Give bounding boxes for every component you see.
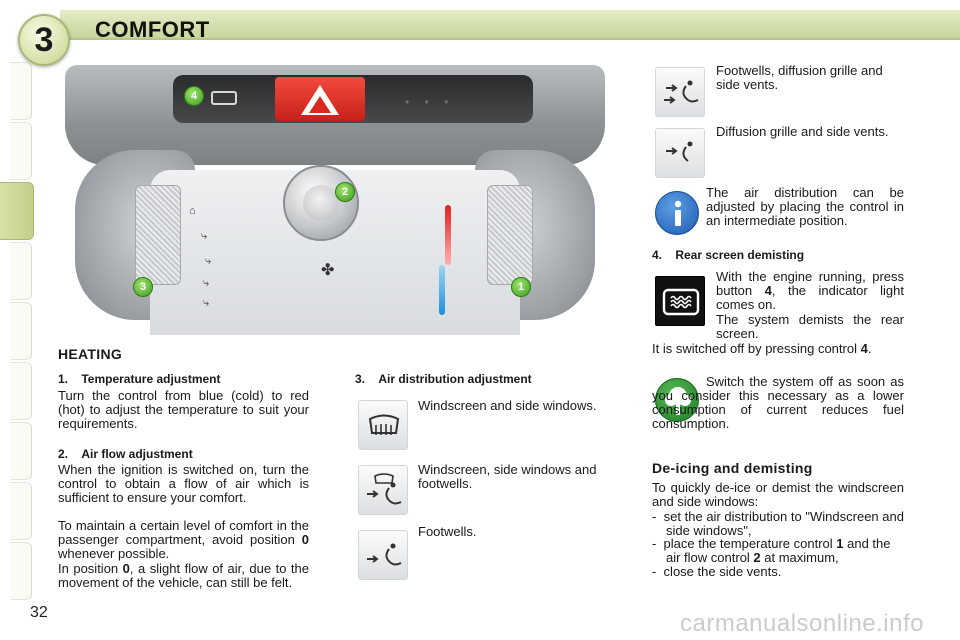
airflow-text-1: When the ignition is switched on, turn the control to obtain a flow of air which is sufficient to ensure your comfort. [58,462,309,505]
mode-icon: ⤷ [205,255,212,267]
rear-demist-text-1: With the engine running, press button 4, the indicator light comes on. [716,269,904,312]
rear-demist-switch [211,91,237,105]
vent-icon [655,128,705,178]
airflow-heading: 2. Air flow adjustment [58,447,193,461]
footwell-icon [358,530,408,580]
rear-demist-text-3: It is switched off by pressing control 4. [652,341,872,356]
callout-4: 4 [184,86,204,106]
rear-demist-heading: 4. Rear screen demisting [652,248,805,262]
chapter-tab-2[interactable] [10,122,32,180]
chapter-tab-3-active[interactable] [0,182,34,240]
distribution-item-2-label: Windscreen, side windows and footwells. [418,462,597,491]
heating-title: HEATING [58,346,123,362]
callout-2: 2 [335,182,355,202]
airflow-text-2: To maintain a certain level of comfort in the passenger compartment, avoid position 0 whenever possible. [58,518,309,561]
distribution-item-5-label: Diffusion grille and side vents. [716,124,889,139]
mode-icon: ⤷ [203,277,210,289]
rear-demist-text-2: The system demists the rear screen. [716,312,904,341]
deicing-intro: To quickly de-ice or demist the windscreen and side windows: [652,480,904,509]
temperature-blue-scale [439,265,445,315]
distribution-info-text: The air distribution can be adjusted by placing the control in an intermediate position. [706,185,904,228]
chapter-title: COMFORT [95,17,210,42]
chapter-number-badge: 3 [18,14,70,66]
mode-icon: ⤷ [203,297,210,309]
chapter-tab-5[interactable] [10,302,32,360]
callout-3: 3 [133,277,153,297]
callout-1: 1 [511,277,531,297]
watermark: carmanualsonline.info [680,610,924,637]
heating-controls-photo [65,65,605,335]
mode-icon: ⤷ [201,230,208,242]
rear-demist-text-4: Switch the system off as soon as you consider this necessary as a lower consumption of current reduces fuel consumption. [652,374,904,431]
chapter-tab-6[interactable] [10,362,32,420]
rear-screen-demist-icon [655,276,705,326]
deicing-step-3: - close the side vents. [652,564,782,579]
windscreen-footwell-icon [358,465,408,515]
right-grille [487,185,533,285]
chapter-tab-8[interactable] [10,482,32,540]
deicing-step-2: - place the temperature control 1 and the air flow control 2 at maximum, [652,536,891,565]
page-number: 32 [30,604,48,621]
airflow-text-3: In position 0, a slight flow of air, due to the movement of the vehicle, can still be felt. [58,561,309,590]
windscreen-demist-icon [358,400,408,450]
distribution-item-4-label: Footwells, diffusion grille and side vents. [716,63,883,92]
temperature-heading: 1. Temperature adjustment [58,372,221,386]
distribution-item-3-label: Footwells. [418,524,477,539]
chapter-tab-9[interactable] [10,542,32,600]
distribution-heading: 3. Air distribution adjustment [355,372,532,386]
chapter-tab-4[interactable] [10,242,32,300]
chapter-tabs [0,62,34,582]
distribution-item-1-label: Windscreen and side windows. [418,398,597,413]
left-grille [135,185,181,285]
temperature-red-scale [445,205,451,265]
switch-dots: • • • [405,95,455,109]
footwell-vent-icon [655,67,705,117]
chapter-tab-1[interactable] [10,62,32,120]
fan-icon: ✤ [321,262,335,279]
chapter-tab-7[interactable] [10,422,32,480]
windscreen-mode-icon: ⌂ [189,205,196,217]
info-icon [655,191,699,235]
deicing-step-1: - set the air distribution to "Windscreen and side windows", [652,509,904,538]
temperature-text: Turn the control from blue (cold) to red (hot) to adjust the temperature to suit your requirements. [58,388,309,431]
deicing-title: De-icing and demisting [652,460,813,476]
